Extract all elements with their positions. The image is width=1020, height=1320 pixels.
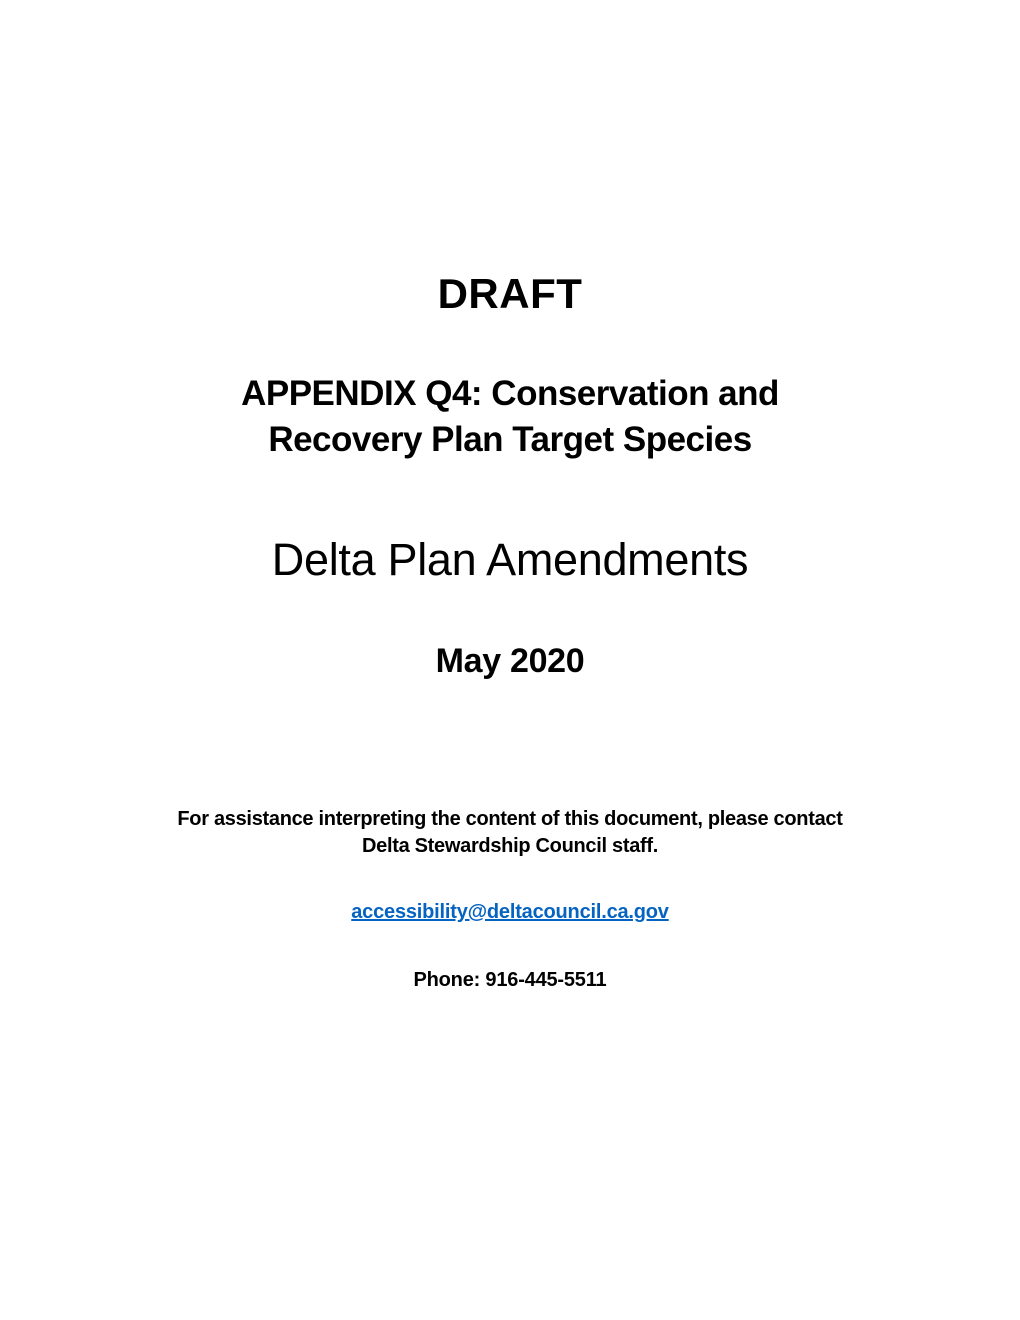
appendix-title-line-2: Recovery Plan Target Species	[268, 420, 752, 459]
document-title: Delta Plan Amendments	[271, 534, 749, 585]
draft-label: DRAFT	[437, 270, 583, 317]
accessibility-email-link[interactable]: accessibility@deltacouncil.ca.gov	[351, 901, 669, 923]
email-container	[0, 899, 1020, 925]
appendix-title-line-1: APPENDIX Q4: Conservation and	[241, 374, 779, 413]
assistance-text-line-1: For assistance interpreting the content of this document, please contact	[177, 808, 843, 830]
document-date: May 2020	[435, 642, 585, 680]
assistance-text-line-2: Delta Stewardship Council staff.	[361, 835, 658, 857]
phone-number: Phone: 916-445-5511	[413, 969, 607, 991]
